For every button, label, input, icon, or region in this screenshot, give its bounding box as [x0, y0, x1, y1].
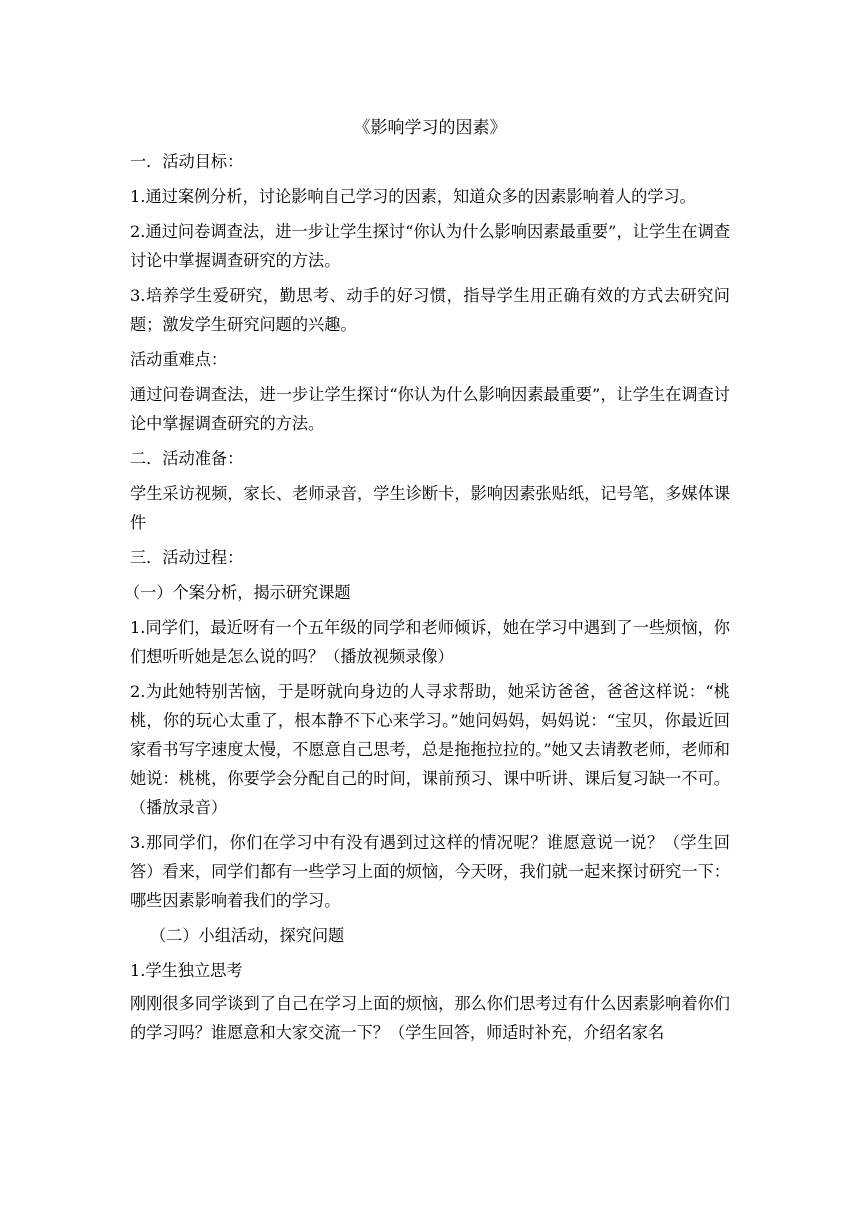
key-points-heading: 活动重难点：	[130, 350, 228, 369]
section-heading-process: 三．活动过程：	[130, 548, 244, 567]
document-body	[124, 113, 730, 1053]
objective-3: 3.培养学生爱研究，勤思考、动手的好习惯，指导学生用正确有效的方式去研究问题；激发学生研究问题的兴趣。	[130, 286, 730, 334]
group-step-1-text: 刚刚很多同学谈到了自己在学习上面的烦恼，那么你们思考过有什么因素影响着你们的学习吗？谁愿意和大家交流一下？（学生回答，师适时补充，介绍名家名	[130, 994, 730, 1042]
section-heading-objectives: 一．活动目标：	[130, 152, 244, 171]
process-step-1: 1.同学们，最近呀有一个五年级的同学和老师倾诉，她在学习中遇到了一些烦恼，你们想听听她是怎么说的吗？（播放视频录像）	[130, 618, 730, 666]
subsection-group-activity: （二）小组活动，探究问题	[150, 926, 345, 945]
document-title: 《影响学习的因素》	[353, 118, 507, 138]
section-heading-preparation: 二．活动准备：	[130, 449, 244, 468]
preparation-text: 学生采访视频，家长、老师录音，学生诊断卡，影响因素张贴纸，记号笔，多媒体课件	[130, 484, 730, 532]
process-step-2: 2.为此她特别苦恼，于是呀就向身边的人寻求帮助，她采访爸爸，爸爸这样说：“桃桃，你的玩心太重了，根本静不下心来学习。”她问妈妈，妈妈说：“宝贝，你最近回家看书写字速度太慢，不愿意自己思考，总是拖拖拉拉的。”她又去请教老师，老师和她说：桃桃，你要学会分配自己的时间，课前预习、课中听讲、课后复习缺一不可。（播放录音）	[130, 682, 730, 817]
objective-1: 1.通过案例分析，讨论影响自己学习的因素，知道众多的因素影响着人的学习。	[130, 187, 696, 206]
group-step-1: 1.学生独立思考	[130, 961, 243, 980]
subsection-case-analysis: （一）个案分析，揭示研究课题	[124, 583, 351, 602]
objective-2: 2.通过问卷调查法，进一步让学生探讨“你认为什么影响因素最重要”，让学生在调查讨论中掌握调查研究的方法。	[130, 222, 730, 270]
process-step-3: 3.那同学们，你们在学习中有没有遇到过这样的情况呢？谁愿意说一说？（学生回答）看来，同学们都有一些学习上面的烦恼，今天呀，我们就一起来探讨研究一下：哪些因素影响着我们的学习。	[130, 833, 730, 910]
key-points-text: 通过问卷调查法，进一步让学生探讨“你认为什么影响因素最重要”，让学生在调查讨论中掌握调查研究的方法。	[130, 385, 730, 433]
